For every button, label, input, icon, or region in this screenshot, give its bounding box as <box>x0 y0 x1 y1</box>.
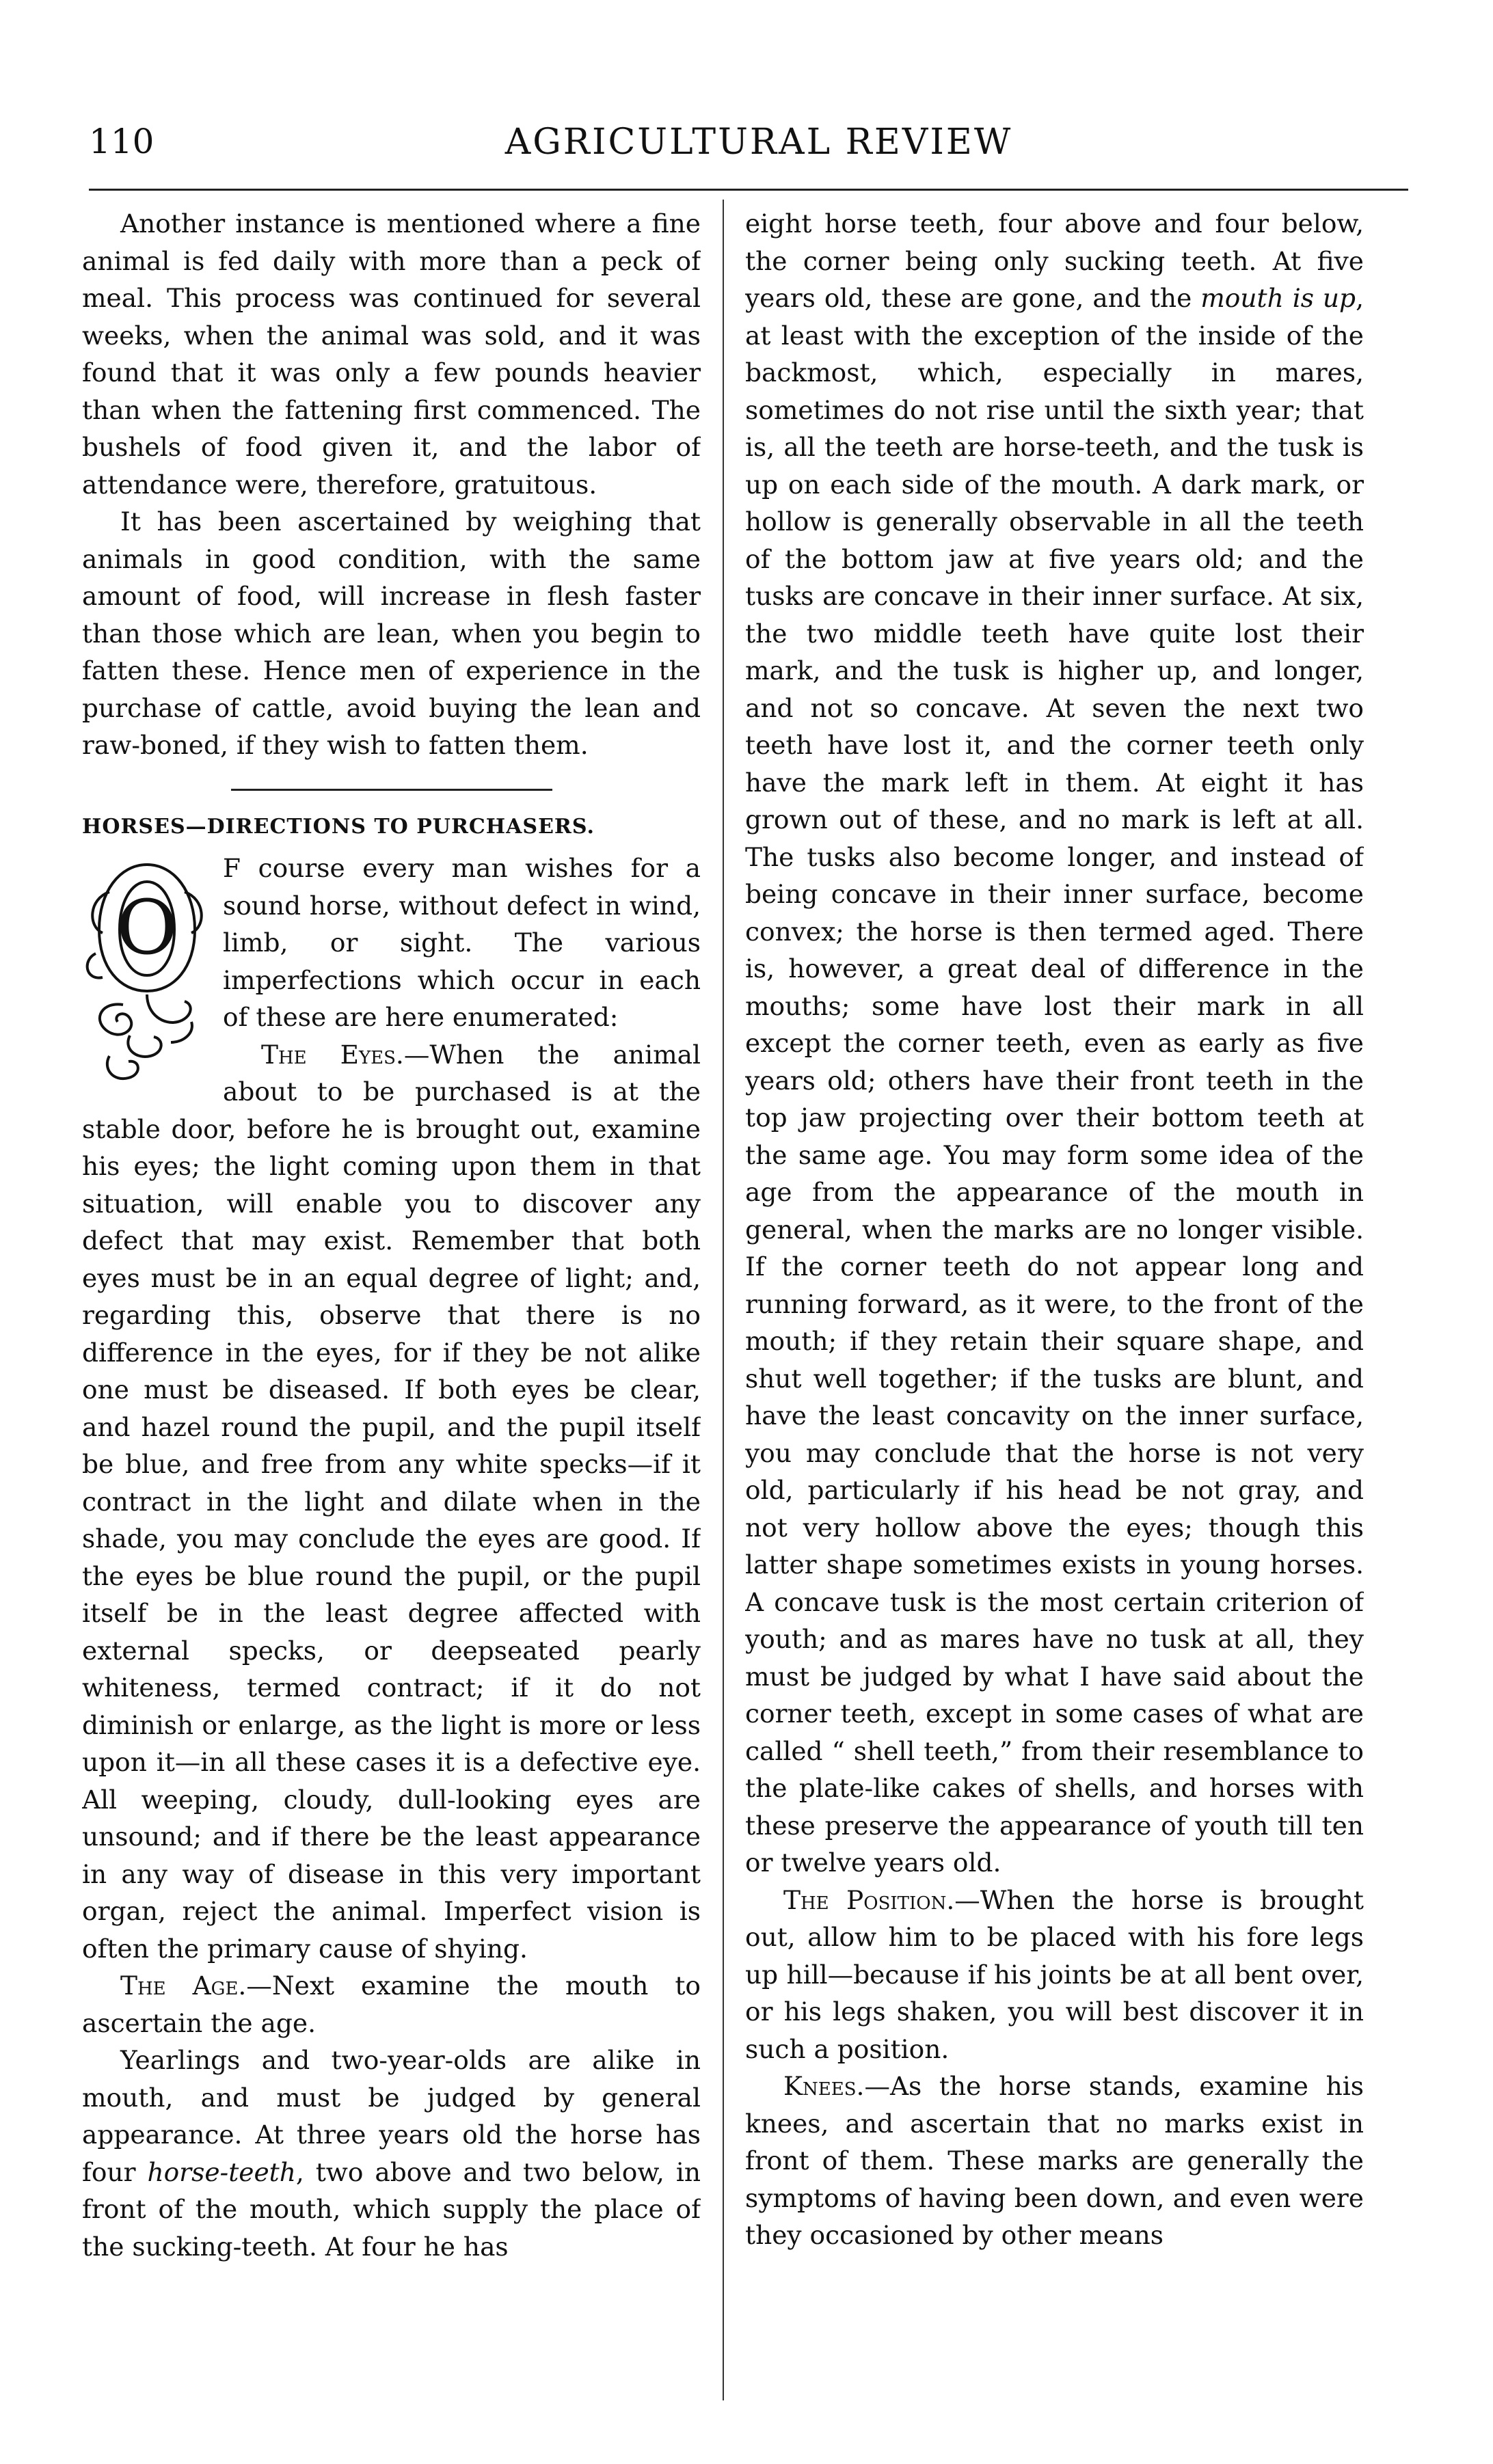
column-divider <box>723 200 724 2400</box>
header-rule <box>89 189 1408 191</box>
paragraph-knees <box>745 2068 1364 2254</box>
page-number: 110 <box>89 122 154 161</box>
paragraph-the-age <box>82 1967 701 2042</box>
subhead-the-age: The Age. <box>120 1971 247 2001</box>
italic-horse-teeth: horse-teeth <box>147 2156 296 2187</box>
left-column <box>82 205 701 2433</box>
paragraph-fattening-instance: Another instance is mentioned where a fine animal is fed daily with more than a peck of meal. This process was continued for several weeks, when the animal was sold, and it was found that it was only a few pounds heavier than when the fattening first commenced. The bushels of food given it, and the labor of attendance were, therefore, gratuitous. <box>82 208 701 500</box>
ornamental-drop-cap <box>82 851 212 1087</box>
drop-cap-ornament-icon <box>82 851 212 1087</box>
text-knees: —As the horse stands, examine his knees, and ascertain that no marks exist in front of them. These marks are generally the symptoms of having been down, and even were they occasioned by other means <box>745 2071 1364 2250</box>
paragraph-purchasers-intro: F course every man wishes for a sound horse, without defect in wind, limb, or sight. The various imperfections which occur in each of these are here enumerated: <box>223 853 701 1032</box>
text-the-position: —When the horse is brought out, allow him to be placed with his fore legs up hill—because if his joints be at all bent over, or his legs shaken, you will best discover it in such a position. <box>745 1884 1364 2064</box>
running-title: AGRICULTURAL REVIEW <box>505 122 1013 163</box>
section-divider-rule <box>231 789 552 791</box>
paragraph-the-position <box>745 1882 1364 2068</box>
svg-text:O: O <box>116 884 178 971</box>
subhead-the-eyes: The Eyes. <box>261 1039 404 1070</box>
paragraph-weighing: It has been ascertained by weighing that animals in good condition, with the same amount of food, will increase in flesh faster than those which are lean, when you begin to fatten these. Hence men of experience in the purchase of cattle, avoid buying the lean and raw-boned, if they wish to fatten them. <box>82 506 701 760</box>
section-heading: HORSES—DIRECTIONS TO PURCHASERS. <box>82 814 595 839</box>
right-column <box>745 205 1364 2433</box>
subhead-the-position: The Position. <box>783 1884 955 1915</box>
paragraph-the-eyes <box>82 1036 701 1968</box>
text-the-eyes: —When the animal about to be purchased is at the stable door, before he is brought out, examine his eyes; the light coming upon them in that situation, will enable you to discover any defect that may exist. Remember that both eyes must be in an equal degree of light; and, regarding this, observe that there is no difference in the eyes, for if they be not alike one must be diseased. If both eyes be clear, and hazel round the pupil, and the pupil itself be blue, and free from any white specks—if it contract in the light and dilate when in the shade, you may conclude the eyes are good. If the eyes be blue round the pupil, or the pupil itself be in the least degree affected with external specks, or deepseated pearly whiteness, termed contract; if it do not diminish or enlarge, as the light is more or less upon it—in all these cases it is a defective eye. All weeping, cloudy, dull-looking eyes are unsound; and if there be the least appearance in any way of disease in this very important organ, reject the animal. Imperfect vision is often the primary cause of shying. <box>82 1039 701 1964</box>
text-the-age: —Next examine the mouth to ascertain the age. <box>82 1971 701 2038</box>
paragraph-yearlings: Yearlings and two-year-olds are alike in mouth, and must be judged by general appearance. At three years old the horse has four horse-teeth, two above and two below, in front of the mouth, which supply the place of the sucking-teeth. At four he has <box>82 2045 701 2262</box>
page-header <box>0 0 1493 205</box>
paragraph-teeth-ages: eight horse teeth, four above and four below, the corner being only sucking teeth. At five years old, these are gone, and the mouth is up, at least with the exception of the inside of the backmost, which, especially in mares, sometimes do not rise until the sixth year; that is, all the teeth are horse-teeth, and the tusk is up on each side of the mouth. A dark mark, or hollow is generally observable in all the teeth of the bottom jaw at five years old; and the tusks are concave in their inner surface. At six, the two middle teeth have quite lost their mark, and the tusk is higher up, and longer, and not so concave. At seven the next two teeth have lost it, and the corner teeth only have the mark left in them. At eight it has grown out of these, and no mark is left at all. The tusks also become longer, and instead of being concave in their inner surface, become convex; the horse is then termed aged. There is, however, a great deal of difference in the mouths; some have lost their mark in all except the corner teeth, even as early as five years old; others have their front teeth in the top jaw projecting over their bottom teeth at the same age. You may form some idea of the age from the appearance of the mouth in general, when the marks are no longer visible. If the corner teeth do not appear long and running forward, as it were, to the front of the mouth; if they retain their square shape, and shut well together; if the tusks are blunt, and have the least concavity on the inner surface, you may conclude that the horse is not very old, particularly if his head be not gray, and not very hollow above the eyes; though this latter shape sometimes exists in young horses. A concave tusk is the most certain criterion of youth; and as mares have no tusk at all, they must be judged by what I have said about the corner teeth, except in some cases of what are called “ shell teeth,” from their resemblance to the plate-like cakes of shells, and horses with these preserve the appearance of youth till ten or twelve years old. <box>745 208 1364 1878</box>
italic-mouth-is-up: mouth is up <box>1200 283 1356 313</box>
subhead-knees: Knees. <box>783 2071 865 2101</box>
